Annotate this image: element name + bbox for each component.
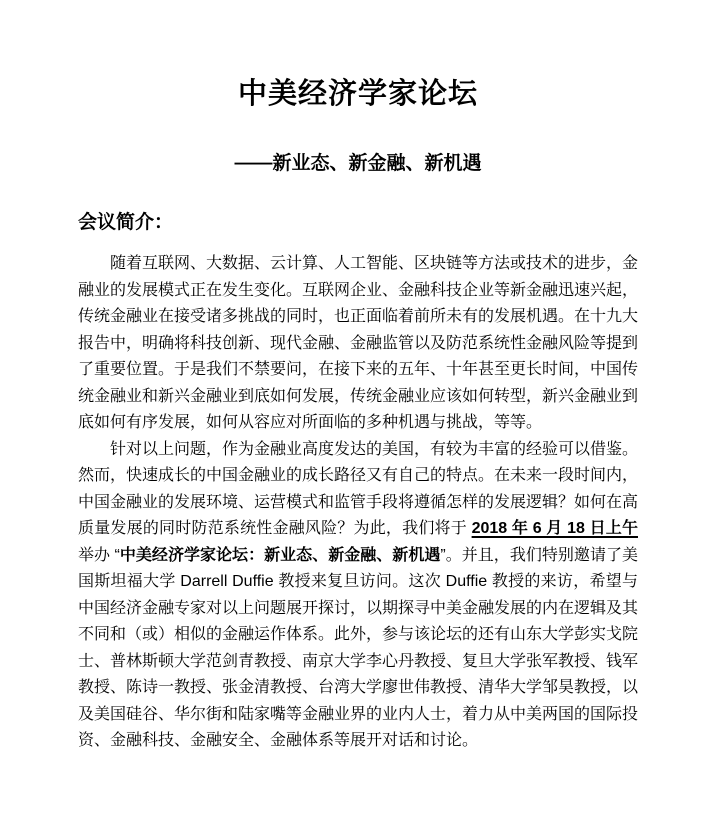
paragraph-forum-lead: 针对以上问题，作为金融业高度发达的美国，有较为丰富的经验可以借鉴。然而，快速成长的中国金融业的成长路径又有自己的特点。在未来一段时间内，中国金融业的发展环境、运营模式和监管手段将遵循怎样的发展逻辑？如何在高质量发展的同时防范系统性金融风险？为此，我们将于 (78, 440, 639, 538)
paragraph-forum-tail: ”。并且，我们特别邀请了美国斯坦福大学 Darrell Duffie 教授来复旦访问。这次 Duffie 教授的来访，希望与中国经济金融专家对以上问题展开探讨，以期探寻中美金融发展的内在逻辑及其不同和（或）相似的金融运作体系。此外，参与该论坛的还有山东大学彭实戈院士、普林斯顿大学范剑青教授、南京大学李心丹教授、复旦大学张军教授、钱军教授、陈诗一教授、张金清教授、台湾大学廖世伟教授、清华大学邹昊教授，以及美国硅谷、华尔街和陆家嘴等金融业界的业内人士，着力从中美两国的国际投资、金融科技、金融安全、金融体系等展开对话和讨论。 (78, 546, 639, 750)
document-title: 中美经济学家论坛 (237, 78, 478, 110)
forum-date-emphasis: 2018 年 6 月 18 日上午 (471, 520, 638, 538)
paragraph-intro: 随着互联网、大数据、云计算、人工智能、区块链等方法或技术的进步，金融业的发展模式正在发生变化。互联网企业、金融科技企业等新金融迅速兴起，传统金融业在接受诸多挑战的同时，也正面临着前所未有的发展机遇。在十九大报告中，明确将科技创新、现代金融、金融监管以及防范系统性金融风险等提到了重要位置。于是我们不禁要问，在接下来的五年、十年甚至更长时间，中国传统金融业和新兴金融业到底如何发展，传统金融业应该如何转型，新兴金融业到底如何有序发展，如何从容应对所面临的多种机遇与挑战，等等。 (78, 255, 639, 432)
document-subtitle: ——新业态、新金融、新机遇 (234, 153, 482, 175)
paragraph-forum-mid: 举办 “ (78, 546, 120, 564)
forum-name-emphasis: 中美经济学家论坛：新业态、新金融、新机遇 (119, 546, 441, 564)
section-heading: 会议简介： (78, 212, 174, 234)
paragraph-forum (78, 437, 638, 755)
